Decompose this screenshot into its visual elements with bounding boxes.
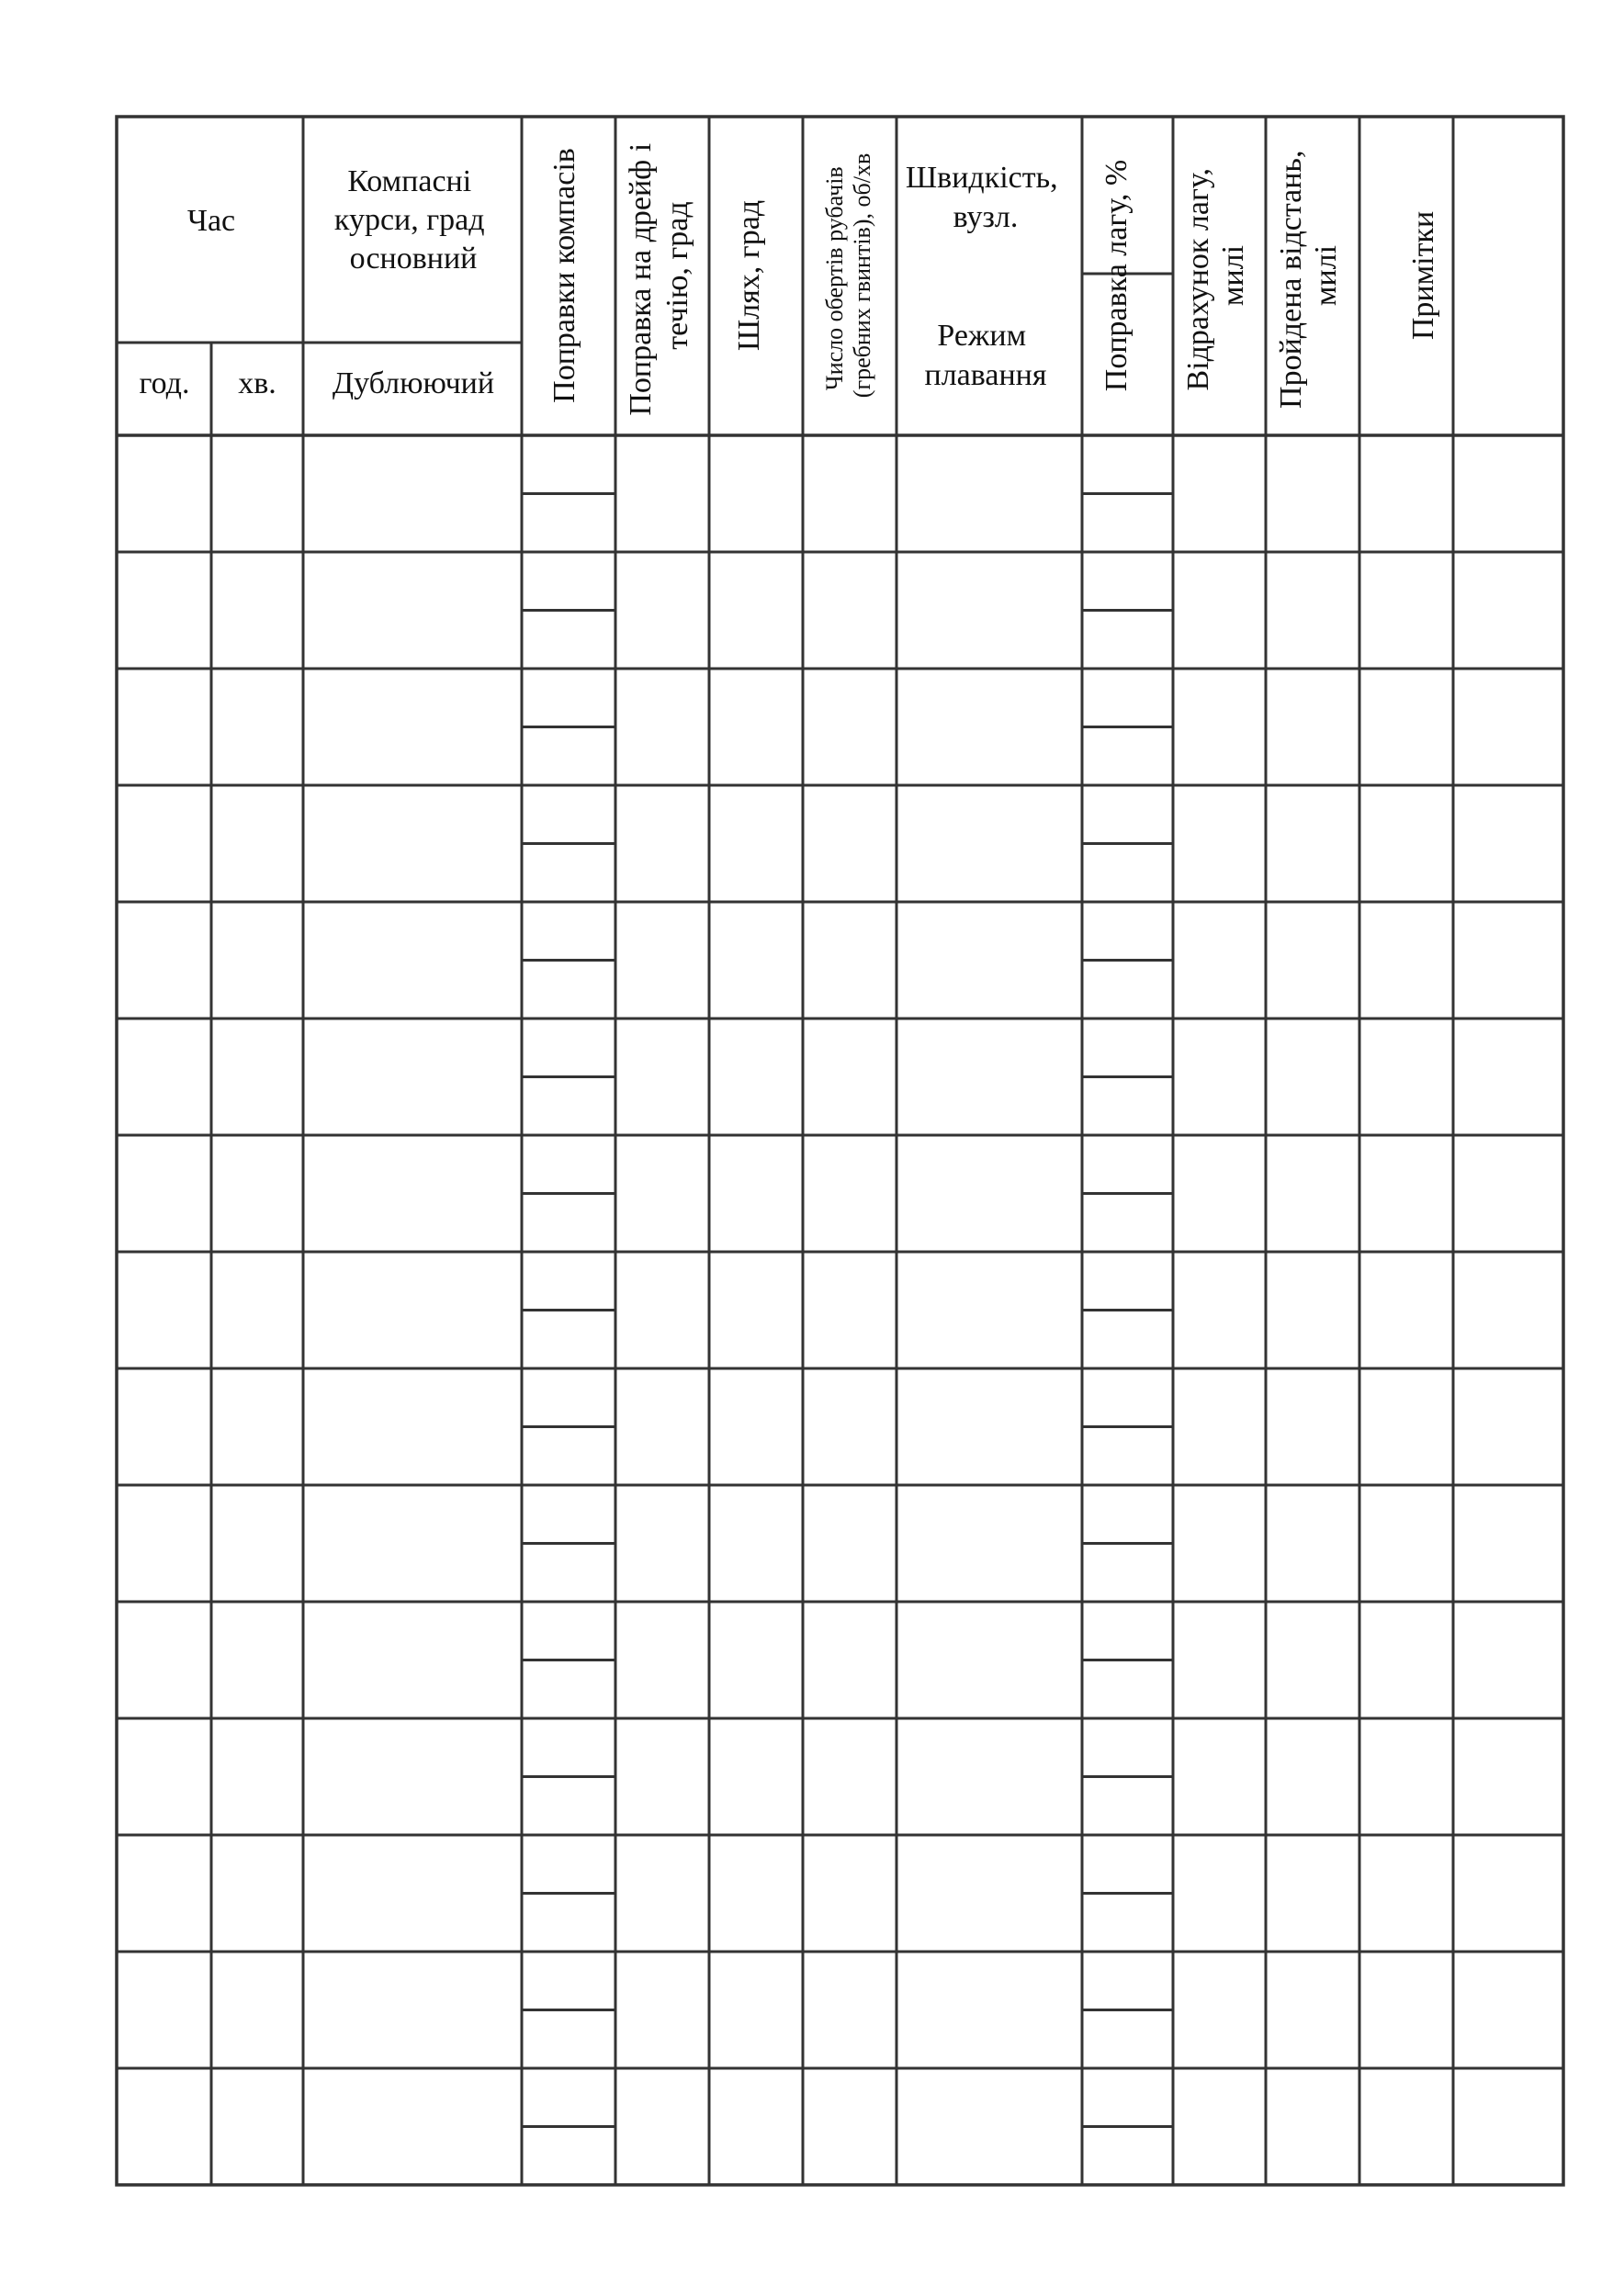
notes-header: Примітки bbox=[1406, 210, 1440, 341]
table-row[interactable] bbox=[117, 1019, 1563, 1077]
table-border bbox=[117, 117, 1563, 2185]
drift-current-correction-header: Поправка на дрейф і течію, град bbox=[624, 142, 694, 416]
log-table-body bbox=[117, 494, 1563, 2127]
table-row[interactable] bbox=[117, 1485, 1563, 1544]
table-row[interactable] bbox=[117, 1252, 1563, 1311]
table-row[interactable] bbox=[117, 2068, 1563, 2127]
propeller-rpm-header: Число обертів рубачів (гребних гвинтів), об/хв bbox=[821, 152, 875, 399]
distance-run-header: Пройдена відстань, милі bbox=[1274, 150, 1343, 409]
table-row[interactable] bbox=[117, 1135, 1563, 1194]
log-correction-header: Поправка лагу, % bbox=[1100, 159, 1133, 392]
log-table-grid bbox=[117, 117, 1563, 2185]
table-row[interactable] bbox=[117, 1368, 1563, 1427]
track-header: Шлях, град bbox=[732, 199, 766, 352]
table-row[interactable] bbox=[117, 1835, 1563, 1894]
table-row[interactable] bbox=[117, 552, 1563, 611]
speed-header: Швидкість, вузл. bbox=[905, 161, 1058, 234]
table-row[interactable] bbox=[117, 669, 1563, 727]
minutes-header: хв. bbox=[238, 366, 276, 400]
log-reading-header: Відрахунок лагу, милі bbox=[1181, 167, 1250, 391]
navigation-mode-header: Режим плавання bbox=[924, 319, 1047, 392]
table-row[interactable] bbox=[117, 1602, 1563, 1660]
compass-corrections-header: Поправки компасів bbox=[547, 148, 581, 403]
table-row[interactable] bbox=[117, 1952, 1563, 2010]
duplicating-compass-header: Дублюючий bbox=[332, 366, 495, 400]
time-header: Час bbox=[186, 204, 236, 238]
table-row[interactable] bbox=[117, 902, 1563, 961]
table-row[interactable] bbox=[117, 785, 1563, 844]
compass-courses-header: Компасні курси, град основний bbox=[333, 164, 485, 276]
hours-header: год. bbox=[139, 366, 190, 400]
table-row[interactable] bbox=[117, 1718, 1563, 1777]
